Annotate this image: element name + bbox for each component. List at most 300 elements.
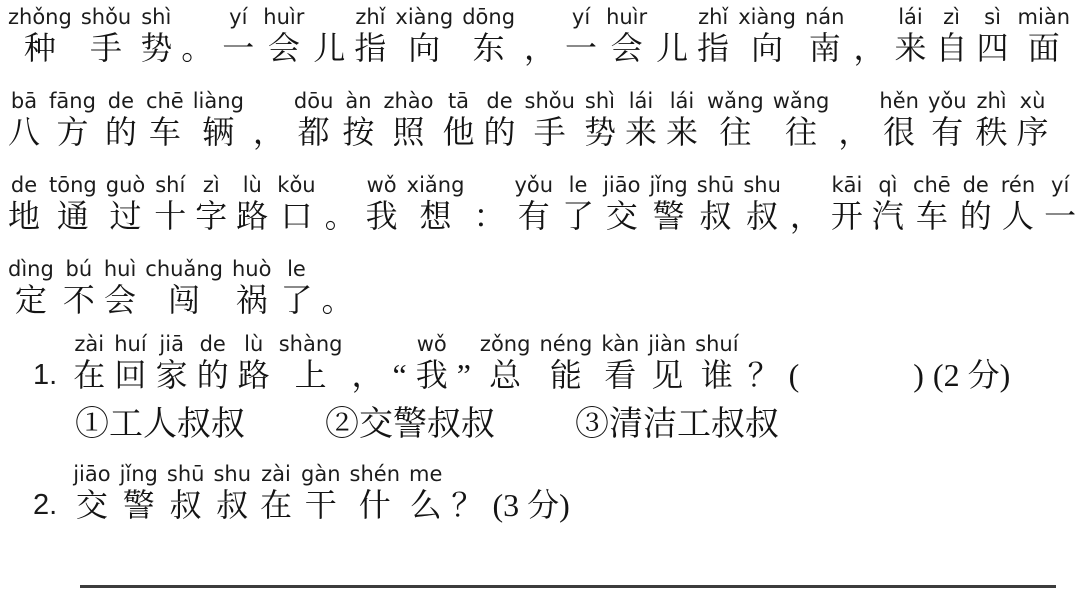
- hanzi-text: 儿: [313, 30, 346, 66]
- ruby-segment: [808, 331, 904, 393]
- pinyin-text: shén: [349, 462, 401, 486]
- pinyin-text: huí: [114, 332, 147, 356]
- hanzi-text: 人: [1001, 198, 1034, 234]
- ruby-segment: [8, 88, 40, 150]
- hanzi-text: ，: [524, 30, 557, 66]
- hanzi-text: 向: [751, 30, 784, 66]
- hanzi-text: 。: [324, 198, 357, 234]
- hanzi-text: 一: [565, 30, 598, 66]
- ruby-segment: [697, 172, 735, 234]
- hanzi-text: “: [392, 357, 407, 393]
- hanzi-text: 方: [56, 114, 89, 150]
- pinyin-text: bā: [10, 89, 38, 113]
- ruby-segment: [928, 88, 967, 150]
- pinyin-text: sì: [984, 5, 1001, 29]
- ruby-segment: [342, 88, 374, 150]
- pinyin-text: wǎng: [707, 89, 764, 113]
- pinyin-text: lái: [669, 89, 695, 113]
- pinyin-text: shū: [166, 462, 205, 486]
- pinyin-text: xiàng: [395, 5, 454, 29]
- hanzi-text: 秩: [975, 114, 1008, 150]
- ruby-segment: [648, 331, 686, 393]
- ruby-segment: [473, 172, 505, 234]
- ruby-segment: [1001, 172, 1035, 234]
- hanzi-text: ): [913, 357, 924, 393]
- ruby-segment: [350, 461, 400, 523]
- pinyin-text: lái: [628, 89, 654, 113]
- hanzi-text: 过: [109, 198, 142, 234]
- hanzi-text: 指: [697, 30, 730, 66]
- ruby-segment: [325, 172, 357, 234]
- pinyin-text: chuǎng: [145, 257, 223, 281]
- hanzi-text: 车: [148, 114, 181, 150]
- hanzi-text: 一: [222, 30, 255, 66]
- hanzi-text: ？: [451, 487, 484, 523]
- ruby-segment: [277, 172, 315, 234]
- pinyin-text: nán: [804, 5, 845, 29]
- ruby-segment: [407, 172, 465, 234]
- ruby-segment: [238, 331, 270, 393]
- hanzi-text: 势: [140, 30, 173, 66]
- pinyin-text: wǒ: [366, 173, 397, 197]
- ruby-segment: [748, 331, 780, 393]
- hanzi-text: 会: [610, 30, 643, 66]
- ruby-segment: [114, 331, 146, 393]
- ruby-segment: [743, 172, 781, 234]
- hanzi-text: 车: [915, 198, 948, 234]
- pinyin-text: [393, 331, 407, 357]
- ruby-segment: [738, 4, 796, 66]
- hanzi-text: 谁: [700, 357, 733, 393]
- pinyin-text: [524, 4, 556, 30]
- pinyin-text: zài: [261, 462, 291, 486]
- pinyin-text: yǒu: [514, 173, 554, 197]
- pinyin-text: hěn: [879, 89, 919, 113]
- ruby-segment: [8, 4, 72, 66]
- pinyin-text: zhào: [383, 89, 434, 113]
- pinyin-text: jǐng: [649, 173, 688, 197]
- pinyin-text: shàng: [278, 332, 343, 356]
- pinyin-text: lù: [242, 173, 262, 197]
- ruby-segment: [462, 4, 515, 66]
- ruby-segment: [977, 4, 1009, 66]
- ruby-segment: [514, 172, 553, 234]
- pinyin-text: miàn: [1017, 5, 1071, 29]
- hanzi-text: 序: [1016, 114, 1049, 150]
- hanzi-text: 字: [195, 198, 228, 234]
- pinyin-text: yǒu: [927, 89, 967, 113]
- ruby-segment: [484, 88, 516, 150]
- hanzi-text: 往: [719, 114, 752, 150]
- ruby-segment: [140, 4, 172, 66]
- ruby-segment: [236, 172, 268, 234]
- ruby-segment: [451, 461, 483, 523]
- hanzi-text: 在: [260, 487, 293, 523]
- ruby-segment: [146, 88, 184, 150]
- ruby-segment: [913, 331, 924, 393]
- pinyin-text: de: [107, 89, 135, 113]
- hanzi-text: 见: [651, 357, 684, 393]
- ruby-segment: [263, 4, 304, 66]
- pinyin-text: le: [287, 257, 306, 281]
- ruby-segment: [313, 4, 345, 66]
- hanzi-text: 回: [114, 357, 147, 393]
- ruby-segment: [872, 172, 904, 234]
- hanzi-text: 路: [236, 198, 269, 234]
- hanzi-text: 我: [415, 357, 448, 393]
- pinyin-text: xiǎng: [406, 173, 465, 197]
- pinyin-text: shǒu: [80, 5, 132, 29]
- hanzi-text: 都: [297, 114, 330, 150]
- ruby-segment: [601, 331, 639, 393]
- ruby-segment: [805, 4, 845, 66]
- passage-line-3: [8, 172, 1076, 234]
- pinyin-text: zì: [202, 173, 220, 197]
- pinyin-text: [351, 331, 383, 357]
- pinyin-text: [790, 172, 822, 198]
- hanzi-text: 指: [354, 30, 387, 66]
- hanzi-text: 叔: [169, 487, 202, 523]
- ruby-segment: [656, 4, 688, 66]
- hanzi-text: 南: [808, 30, 841, 66]
- hanzi-text: 什: [358, 487, 391, 523]
- pinyin-text: zì: [943, 5, 960, 29]
- hanzi-text: 四: [976, 30, 1009, 66]
- ruby-segment: [145, 256, 223, 318]
- pinyin-text: dōu: [293, 89, 334, 113]
- pinyin-text: [253, 88, 285, 114]
- hanzi-text: 交: [605, 198, 638, 234]
- pinyin-text: de: [962, 173, 989, 197]
- ruby-segment: [105, 88, 137, 150]
- ruby-segment: [443, 88, 475, 150]
- footer-divider-line: [80, 585, 1056, 588]
- ruby-segment: [104, 256, 136, 318]
- hanzi-text: 开: [830, 198, 863, 234]
- ruby-segment: [879, 88, 919, 150]
- passage-line-4: [8, 256, 1076, 318]
- hanzi-text: 口: [280, 198, 313, 234]
- hanzi-text: 自: [935, 30, 968, 66]
- pinyin-text: lù: [244, 332, 264, 356]
- pinyin-text: de: [199, 332, 226, 356]
- ruby-segment: [383, 88, 433, 150]
- pinyin-text: néng: [539, 332, 593, 356]
- option-2: ②交警叔叔: [325, 406, 495, 443]
- ruby-segment: [707, 88, 764, 150]
- pinyin-text: rén: [1000, 173, 1036, 197]
- pinyin-text: [789, 331, 800, 357]
- pinyin-text: shu: [213, 462, 252, 486]
- pinyin-text: [313, 4, 345, 30]
- hanzi-text: 警: [122, 487, 155, 523]
- hanzi-text: 了: [562, 198, 595, 234]
- pinyin-text: huò: [231, 257, 272, 281]
- ruby-segment: [222, 4, 254, 66]
- hanzi-text: 势: [583, 114, 616, 150]
- option-3: ③清洁工叔叔: [575, 406, 779, 443]
- ruby-segment: [416, 331, 448, 393]
- pinyin-text: [838, 88, 870, 114]
- hanzi-text: 辆: [202, 114, 235, 150]
- hanzi-text: 家: [155, 357, 188, 393]
- ruby-segment: [695, 331, 738, 393]
- hanzi-text: ，: [351, 357, 384, 393]
- ruby-segment: [933, 331, 1010, 393]
- pinyin-text: [181, 4, 213, 30]
- ruby-segment: [195, 172, 227, 234]
- pinyin-text: [656, 4, 688, 30]
- hanzi-text: ”: [456, 357, 471, 393]
- pinyin-text: wǎng: [772, 89, 830, 113]
- question-1-text: [73, 331, 1019, 393]
- ruby-segment: [960, 172, 992, 234]
- question-2: [33, 461, 579, 523]
- pinyin-text: guò: [105, 173, 146, 197]
- hanzi-text: 叔: [746, 198, 779, 234]
- pinyin-text: shì: [584, 89, 615, 113]
- ruby-segment: [181, 4, 213, 66]
- ruby-segment: [457, 331, 471, 393]
- hanzi-text: 东: [472, 30, 505, 66]
- hanzi-text: 不: [62, 282, 95, 318]
- hanzi-text: 路: [237, 357, 270, 393]
- ruby-segment: [584, 88, 616, 150]
- hanzi-text: 上: [294, 357, 327, 393]
- hanzi-text: ，: [789, 198, 822, 234]
- pinyin-text: kàn: [601, 332, 640, 356]
- ruby-segment: [354, 4, 386, 66]
- pinyin-text: bú: [65, 257, 93, 281]
- pinyin-text: kǒu: [277, 173, 316, 197]
- pinyin-text: liàng: [192, 89, 244, 113]
- pinyin-text: de: [10, 173, 38, 197]
- pinyin-text: yí: [571, 5, 591, 29]
- pinyin-text: huìr: [263, 5, 305, 29]
- pinyin-text: àn: [345, 89, 372, 113]
- ruby-segment: [260, 461, 292, 523]
- ruby-segment: [294, 88, 334, 150]
- ruby-segment: [773, 88, 830, 150]
- ruby-segment: [106, 172, 146, 234]
- hanzi-text: 警: [652, 198, 685, 234]
- pinyin-text: [933, 331, 1010, 357]
- pinyin-text: chē: [912, 173, 951, 197]
- ruby-segment: [539, 331, 592, 393]
- hanzi-text: 通: [56, 198, 89, 234]
- ruby-segment: [8, 172, 40, 234]
- ruby-segment: [279, 331, 343, 393]
- hanzi-text: (: [788, 357, 800, 393]
- hanzi-text: 来: [624, 114, 657, 150]
- ruby-segment: [606, 4, 647, 66]
- pinyin-text: qì: [878, 173, 898, 197]
- ruby-segment: [1044, 172, 1076, 234]
- pinyin-text: [457, 331, 471, 357]
- ruby-segment: [789, 331, 800, 393]
- ruby-segment: [154, 172, 186, 234]
- ruby-segment: [63, 256, 95, 318]
- hanzi-text: (2 分): [932, 357, 1011, 393]
- hanzi-text: 会: [267, 30, 300, 66]
- hanzi-text: 的: [483, 114, 516, 150]
- hanzi-text: 儿: [656, 30, 689, 66]
- pinyin-text: [492, 461, 569, 487]
- ruby-segment: [366, 172, 398, 234]
- ruby-segment: [197, 331, 229, 393]
- pinyin-text: tā: [447, 89, 470, 113]
- hanzi-text: 叔: [699, 198, 732, 234]
- hanzi-text: 地: [8, 198, 41, 234]
- hanzi-text: 来: [665, 114, 698, 150]
- hanzi-text: 手: [533, 114, 566, 150]
- ruby-segment: [253, 88, 285, 150]
- ruby-segment: [351, 331, 383, 393]
- pinyin-text: [808, 331, 904, 357]
- ruby-segment: [565, 4, 597, 66]
- ruby-segment: [49, 172, 97, 234]
- ruby-segment: [73, 461, 110, 523]
- hanzi-text: 八: [8, 114, 41, 150]
- ruby-segment: [409, 461, 442, 523]
- hanzi-text: 看: [604, 357, 637, 393]
- pinyin-text: dìng: [8, 257, 54, 281]
- question-1: [33, 331, 1019, 393]
- pinyin-text: lái: [898, 5, 923, 29]
- pinyin-text: [473, 172, 505, 198]
- ruby-segment: [193, 88, 244, 150]
- option-1: ①工人叔叔: [75, 406, 245, 443]
- ruby-segment: [649, 172, 687, 234]
- hanzi-text: 在: [73, 357, 106, 393]
- question-1-number: 1.: [33, 359, 58, 391]
- pinyin-text: me: [409, 462, 443, 486]
- pinyin-text: [853, 4, 885, 30]
- hanzi-text: ，: [838, 114, 871, 150]
- pinyin-text: huì: [103, 257, 137, 281]
- pinyin-text: zǒng: [479, 332, 531, 356]
- pinyin-text: zhì: [976, 89, 1007, 113]
- pinyin-text: [321, 256, 353, 282]
- hanzi-text: 他: [442, 114, 475, 150]
- ruby-segment: [838, 88, 870, 150]
- pinyin-text: jiāo: [73, 462, 111, 486]
- ruby-segment: [831, 172, 863, 234]
- hanzi-text: 种: [23, 30, 56, 66]
- pinyin-text: jiā: [159, 332, 184, 356]
- pinyin-text: yí: [1051, 173, 1070, 197]
- hanzi-text: ，: [252, 114, 285, 150]
- ruby-segment: [1018, 4, 1070, 66]
- hanzi-text: 。: [181, 30, 214, 66]
- ruby-segment: [232, 256, 271, 318]
- hanzi-text: 有: [517, 198, 550, 234]
- pinyin-text: [748, 331, 780, 357]
- ruby-segment: [301, 461, 341, 523]
- pinyin-text: jiàn: [648, 332, 687, 356]
- pinyin-text: shì: [141, 5, 172, 29]
- pinyin-text: jiāo: [603, 173, 641, 197]
- pinyin-text: xiàng: [738, 5, 796, 29]
- hanzi-text: 。: [321, 282, 354, 318]
- hanzi-text: 很: [883, 114, 916, 150]
- ruby-segment: [492, 461, 569, 523]
- hanzi-text: 的: [959, 198, 992, 234]
- pinyin-text: de: [486, 89, 513, 113]
- hanzi-text: 照: [392, 114, 425, 150]
- ruby-segment: [213, 461, 251, 523]
- hanzi-text: 面: [1027, 30, 1060, 66]
- hanzi-text: 汽: [871, 198, 904, 234]
- pinyin-text: yí: [229, 5, 248, 29]
- hanzi-text: ：: [473, 198, 506, 234]
- ruby-segment: [936, 4, 968, 66]
- pinyin-text: xù: [1019, 89, 1046, 113]
- hanzi-text: 的: [104, 114, 137, 150]
- hanzi-text: 手: [90, 30, 123, 66]
- hanzi-text: 来: [894, 30, 927, 66]
- ruby-segment: [120, 461, 158, 523]
- ruby-segment: [697, 4, 729, 66]
- hanzi-text: 干: [304, 487, 337, 523]
- pinyin-text: jǐng: [119, 462, 158, 486]
- ruby-segment: [562, 172, 594, 234]
- ruby-segment: [480, 331, 531, 393]
- ruby-segment: [976, 88, 1008, 150]
- ruby-segment: [1017, 88, 1049, 150]
- pinyin-text: zhǒng: [8, 5, 72, 29]
- pinyin-text: shǒu: [524, 89, 575, 113]
- pinyin-text: fāng: [49, 89, 96, 113]
- ruby-segment: [790, 172, 822, 234]
- ruby-segment: [81, 4, 131, 66]
- hanzi-text: 祸: [235, 282, 268, 318]
- hanzi-text: 定: [14, 282, 47, 318]
- ruby-segment: [894, 4, 926, 66]
- pinyin-text: tōng: [49, 173, 97, 197]
- ruby-segment: [853, 4, 885, 66]
- pinyin-text: chē: [145, 89, 184, 113]
- hanzi-text: 交: [75, 487, 108, 523]
- reading-passage: [8, 4, 1076, 340]
- pinyin-text: zài: [74, 332, 105, 356]
- question-2-number: 2.: [33, 489, 58, 521]
- hanzi-text: 一: [1044, 198, 1077, 234]
- hanzi-text: 会: [104, 282, 137, 318]
- pinyin-text: wǒ: [416, 332, 447, 356]
- question-2-text: [73, 461, 579, 523]
- hanzi-text: 能: [549, 357, 582, 393]
- pinyin-text: shuí: [695, 332, 739, 356]
- hanzi-text: 么: [409, 487, 442, 523]
- pinyin-text: gàn: [301, 462, 341, 486]
- pinyin-text: [325, 172, 357, 198]
- hanzi-text: 向: [408, 30, 441, 66]
- ruby-segment: [525, 88, 575, 150]
- pinyin-text: zhǐ: [698, 5, 729, 29]
- pinyin-text: shu: [743, 173, 781, 197]
- hanzi-text: [808, 357, 904, 393]
- ruby-segment: [666, 88, 698, 150]
- hanzi-text: 十: [154, 198, 187, 234]
- hanzi-text: (3 分): [492, 487, 570, 523]
- ruby-segment: [49, 88, 96, 150]
- hanzi-text: 叔: [216, 487, 249, 523]
- ruby-segment: [603, 172, 640, 234]
- pinyin-text: huìr: [606, 5, 648, 29]
- pinyin-text: [913, 331, 924, 357]
- hanzi-text: 了: [280, 282, 313, 318]
